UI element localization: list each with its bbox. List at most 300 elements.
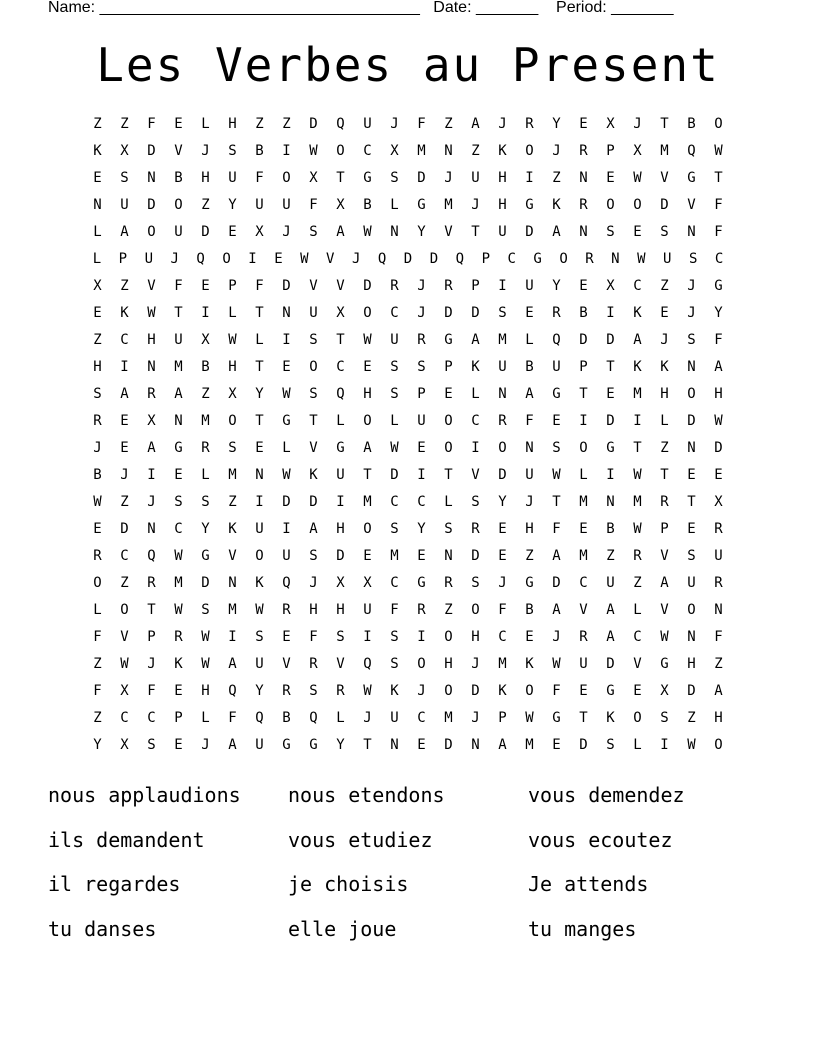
grid-letter: Z: [660, 440, 669, 456]
grid-row: [84, 462, 732, 489]
grid-letter: O: [147, 224, 156, 240]
grid-letter: R: [93, 548, 102, 564]
grid-letter: C: [363, 143, 372, 159]
header-line: [48, 0, 748, 18]
grid-letter: G: [336, 440, 345, 456]
grid-letter: G: [606, 440, 615, 456]
grid-letter: O: [222, 251, 231, 267]
grid-row: [84, 354, 732, 381]
grid-letter: H: [228, 359, 237, 375]
grid-letter: Q: [228, 683, 237, 699]
grid-letter: D: [606, 332, 615, 348]
grid-letter: D: [120, 521, 129, 537]
grid-letter: N: [147, 170, 156, 186]
period-field: Period: _______: [556, 0, 674, 16]
grid-letter: B: [201, 359, 210, 375]
grid-letter: C: [120, 710, 129, 726]
grid-letter: R: [282, 602, 291, 618]
grid-letter: F: [309, 629, 318, 645]
grid-letter: I: [282, 332, 291, 348]
grid-letter: F: [417, 116, 426, 132]
grid-letter: U: [579, 656, 588, 672]
grid-letter: U: [687, 575, 696, 591]
grid-letter: V: [633, 656, 642, 672]
grid-letter: Q: [455, 251, 465, 267]
grid-letter: T: [579, 386, 588, 402]
grid-row: [84, 111, 732, 138]
word-list-item: elle joue: [288, 916, 397, 941]
grid-letter: D: [471, 683, 480, 699]
grid-letter: X: [228, 386, 237, 402]
grid-letter: U: [498, 359, 507, 375]
grid-letter: F: [498, 602, 507, 618]
grid-letter: E: [228, 224, 237, 240]
grid-letter: A: [552, 602, 561, 618]
grid-letter: T: [444, 467, 453, 483]
grid-letter: H: [498, 170, 507, 186]
grid-letter: R: [201, 440, 210, 456]
grid-letter: E: [282, 629, 291, 645]
grid-letter: E: [174, 467, 183, 483]
grid-letter: Y: [228, 197, 237, 213]
grid-letter: E: [363, 359, 372, 375]
word-search-grid: [84, 111, 732, 759]
grid-letter: O: [363, 521, 372, 537]
grid-letter: O: [633, 710, 642, 726]
grid-letter: N: [579, 224, 588, 240]
grid-letter: D: [444, 737, 453, 753]
grid-letter: T: [255, 359, 264, 375]
grid-letter: Z: [201, 386, 210, 402]
grid-letter: F: [174, 278, 183, 294]
grid-letter: P: [606, 143, 615, 159]
grid-letter: F: [228, 710, 237, 726]
grid-letter: E: [606, 386, 615, 402]
grid-letter: Q: [687, 143, 696, 159]
grid-letter: B: [363, 197, 372, 213]
grid-letter: U: [525, 278, 534, 294]
grid-letter: P: [471, 278, 480, 294]
grid-letter: A: [147, 440, 156, 456]
grid-letter: N: [687, 629, 696, 645]
grid-letter: E: [579, 683, 588, 699]
grid-row: [84, 597, 732, 624]
grid-letter: Y: [255, 386, 264, 402]
grid-letter: J: [170, 251, 179, 267]
grid-letter: O: [417, 656, 426, 672]
grid-letter: W: [93, 494, 102, 510]
grid-letter: C: [390, 575, 399, 591]
grid-letter: S: [606, 737, 615, 753]
grid-row: [84, 651, 732, 678]
grid-letter: K: [633, 359, 642, 375]
grid-letter: X: [93, 278, 102, 294]
grid-letter: J: [363, 710, 372, 726]
grid-letter: U: [174, 224, 183, 240]
grid-letter: H: [714, 710, 723, 726]
grid-letter: V: [326, 251, 335, 267]
grid-letter: M: [660, 143, 669, 159]
grid-letter: U: [255, 656, 264, 672]
grid-letter: D: [444, 305, 453, 321]
grid-letter: Z: [552, 170, 561, 186]
grid-letter: F: [714, 197, 723, 213]
grid-row: [84, 246, 732, 273]
grid-letter: V: [687, 197, 696, 213]
grid-letter: J: [120, 467, 129, 483]
grid-letter: J: [417, 305, 426, 321]
grid-letter: J: [417, 683, 426, 699]
grid-letter: E: [525, 629, 534, 645]
grid-row: [84, 624, 732, 651]
grid-letter: V: [309, 278, 318, 294]
grid-letter: Q: [363, 656, 372, 672]
grid-letter: W: [363, 224, 372, 240]
grid-letter: S: [471, 575, 480, 591]
grid-letter: P: [579, 359, 588, 375]
grid-letter: E: [579, 521, 588, 537]
grid-letter: G: [282, 413, 291, 429]
word-list-item: Je attends: [528, 872, 649, 896]
grid-letter: Y: [417, 521, 426, 537]
grid-letter: N: [498, 386, 507, 402]
grid-letter: O: [687, 386, 696, 402]
grid-letter: I: [282, 143, 291, 159]
grid-letter: R: [174, 629, 183, 645]
grid-letter: F: [714, 629, 723, 645]
grid-letter: S: [93, 386, 102, 402]
grid-letter: O: [633, 197, 642, 213]
grid-letter: J: [282, 224, 291, 240]
grid-letter: D: [147, 143, 156, 159]
grid-letter: W: [255, 602, 264, 618]
grid-letter: U: [336, 467, 345, 483]
grid-letter: W: [390, 440, 399, 456]
grid-letter: H: [444, 656, 453, 672]
grid-letter: S: [201, 494, 210, 510]
grid-letter: T: [336, 332, 345, 348]
grid-letter: F: [147, 116, 156, 132]
grid-letter: D: [403, 251, 413, 267]
grid-letter: P: [417, 386, 426, 402]
grid-letter: D: [201, 224, 210, 240]
grid-letter: X: [606, 278, 615, 294]
grid-letter: H: [687, 656, 696, 672]
grid-letter: J: [687, 278, 696, 294]
grid-letter: J: [471, 656, 480, 672]
grid-letter: A: [336, 224, 345, 240]
grid-letter: Z: [444, 602, 453, 618]
grid-letter: U: [663, 251, 672, 267]
grid-letter: D: [282, 494, 291, 510]
grid-letter: W: [147, 305, 156, 321]
grid-letter: U: [282, 548, 291, 564]
grid-letter: E: [579, 116, 588, 132]
grid-letter: N: [255, 467, 264, 483]
grid-letter: O: [174, 197, 183, 213]
grid-letter: B: [579, 305, 588, 321]
grid-letter: T: [147, 602, 156, 618]
grid-letter: R: [579, 629, 588, 645]
grid-letter: U: [228, 170, 237, 186]
grid-letter: W: [228, 332, 237, 348]
grid-letter: Y: [714, 305, 723, 321]
grid-letter: Q: [282, 575, 291, 591]
grid-letter: G: [201, 548, 210, 564]
grid-letter: T: [363, 467, 372, 483]
grid-letter: F: [714, 332, 723, 348]
grid-letter: N: [687, 359, 696, 375]
grid-letter: M: [579, 494, 588, 510]
grid-letter: C: [120, 548, 129, 564]
grid-letter: N: [525, 440, 534, 456]
grid-letter: E: [444, 386, 453, 402]
grid-letter: A: [714, 359, 723, 375]
word-list-item: nous applaudions: [48, 783, 241, 807]
grid-letter: K: [633, 305, 642, 321]
grid-letter: X: [606, 116, 615, 132]
grid-letter: A: [606, 629, 615, 645]
grid-letter: J: [444, 170, 453, 186]
grid-letter: S: [417, 359, 426, 375]
grid-row: [84, 408, 732, 435]
grid-letter: E: [282, 359, 291, 375]
grid-letter: J: [201, 143, 210, 159]
grid-letter: A: [120, 386, 129, 402]
grid-letter: H: [525, 521, 534, 537]
grid-letter: J: [687, 305, 696, 321]
grid-letter: X: [714, 494, 723, 510]
grid-letter: C: [507, 251, 516, 267]
grid-letter: W: [201, 656, 210, 672]
grid-letter: C: [120, 332, 129, 348]
grid-letter: D: [714, 440, 723, 456]
word-list-item: tu manges: [528, 916, 637, 941]
grid-letter: E: [633, 224, 642, 240]
grid-letter: Z: [687, 710, 696, 726]
grid-letter: A: [552, 548, 561, 564]
grid-letter: E: [93, 170, 102, 186]
grid-letter: O: [444, 440, 453, 456]
grid-letter: U: [471, 170, 480, 186]
grid-letter: T: [363, 737, 372, 753]
grid-letter: M: [390, 548, 399, 564]
grid-letter: V: [471, 467, 480, 483]
grid-letter: J: [351, 251, 361, 267]
grid-letter: B: [525, 359, 534, 375]
grid-letter: O: [471, 602, 480, 618]
grid-letter: D: [606, 413, 615, 429]
grid-row: [84, 381, 732, 408]
grid-letter: J: [633, 116, 642, 132]
grid-letter: R: [444, 575, 453, 591]
grid-letter: D: [579, 332, 588, 348]
grid-letter: P: [444, 359, 453, 375]
grid-letter: A: [552, 224, 561, 240]
grid-letter: G: [660, 656, 669, 672]
grid-letter: C: [714, 251, 724, 267]
grid-letter: V: [228, 548, 237, 564]
grid-letter: X: [120, 143, 129, 159]
grid-letter: U: [714, 548, 723, 564]
grid-letter: R: [417, 332, 426, 348]
grid-letter: S: [228, 143, 237, 159]
grid-letter: P: [174, 710, 183, 726]
grid-letter: T: [255, 413, 264, 429]
grid-letter: T: [336, 170, 345, 186]
grid-letter: E: [579, 278, 588, 294]
grid-letter: Z: [471, 143, 480, 159]
grid-letter: F: [390, 602, 399, 618]
grid-letter: O: [525, 683, 534, 699]
grid-letter: Z: [255, 116, 264, 132]
grid-letter: S: [444, 521, 453, 537]
name-field: Name: ____________________________________: [48, 0, 420, 16]
grid-letter: L: [282, 440, 291, 456]
grid-letter: F: [714, 224, 723, 240]
grid-letter: V: [120, 629, 129, 645]
grid-letter: U: [363, 602, 372, 618]
grid-letter: B: [525, 602, 534, 618]
grid-letter: L: [633, 737, 642, 753]
grid-letter: F: [93, 683, 102, 699]
grid-letter: M: [444, 710, 453, 726]
grid-letter: E: [174, 737, 183, 753]
grid-letter: C: [390, 305, 399, 321]
grid-letter: D: [390, 467, 399, 483]
grid-letter: N: [282, 305, 291, 321]
grid-letter: W: [309, 143, 318, 159]
grid-letter: Q: [377, 251, 387, 267]
grid-letter: O: [363, 413, 372, 429]
grid-letter: F: [255, 278, 264, 294]
grid-letter: D: [660, 197, 669, 213]
grid-letter: U: [120, 197, 129, 213]
grid-letter: X: [147, 413, 156, 429]
grid-letter: V: [660, 170, 669, 186]
grid-letter: Z: [633, 575, 642, 591]
grid-row: [84, 732, 732, 759]
grid-letter: A: [174, 386, 183, 402]
grid-letter: M: [228, 602, 237, 618]
grid-letter: Q: [336, 116, 345, 132]
grid-letter: H: [201, 683, 210, 699]
grid-letter: I: [363, 629, 372, 645]
grid-row: [84, 489, 732, 516]
grid-row: [84, 165, 732, 192]
grid-letter: S: [309, 548, 318, 564]
grid-letter: S: [660, 710, 669, 726]
grid-letter: E: [714, 467, 723, 483]
grid-letter: I: [336, 494, 345, 510]
grid-letter: Y: [552, 116, 561, 132]
grid-letter: A: [120, 224, 129, 240]
grid-letter: Q: [552, 332, 561, 348]
word-list-item: tu danses: [48, 916, 157, 941]
grid-letter: Z: [606, 548, 615, 564]
grid-letter: R: [714, 521, 723, 537]
grid-letter: V: [336, 278, 345, 294]
grid-letter: R: [444, 278, 453, 294]
grid-letter: X: [120, 737, 129, 753]
grid-letter: T: [471, 224, 480, 240]
grid-row: [84, 516, 732, 543]
word-list-item: vous etudiez: [288, 827, 433, 852]
grid-letter: S: [687, 332, 696, 348]
grid-letter: B: [282, 710, 291, 726]
grid-letter: B: [606, 521, 615, 537]
grid-letter: N: [390, 737, 399, 753]
grid-letter: R: [93, 413, 102, 429]
grid-letter: I: [471, 440, 480, 456]
grid-letter: D: [363, 278, 372, 294]
grid-letter: W: [633, 467, 642, 483]
grid-letter: D: [498, 467, 507, 483]
grid-letter: X: [309, 170, 318, 186]
grid-letter: W: [687, 737, 696, 753]
grid-letter: K: [498, 143, 507, 159]
grid-letter: R: [147, 386, 156, 402]
grid-letter: E: [363, 548, 372, 564]
grid-letter: E: [525, 305, 534, 321]
grid-letter: V: [444, 224, 453, 240]
grid-letter: R: [585, 251, 594, 267]
grid-letter: S: [498, 305, 507, 321]
grid-letter: E: [498, 548, 507, 564]
grid-letter: G: [525, 197, 534, 213]
grid-letter: I: [147, 467, 156, 483]
grid-letter: I: [633, 413, 642, 429]
grid-letter: D: [471, 548, 480, 564]
grid-letter: E: [687, 467, 696, 483]
grid-letter: B: [174, 170, 183, 186]
grid-letter: H: [498, 197, 507, 213]
grid-letter: G: [363, 170, 372, 186]
grid-letter: P: [481, 251, 490, 267]
grid-letter: Y: [336, 737, 345, 753]
grid-letter: U: [363, 116, 372, 132]
grid-letter: Y: [255, 683, 264, 699]
grid-letter: S: [687, 548, 696, 564]
grid-letter: Z: [660, 278, 669, 294]
grid-letter: D: [552, 575, 561, 591]
grid-letter: Z: [120, 575, 129, 591]
grid-letter: Q: [196, 251, 205, 267]
word-list: [48, 780, 768, 958]
grid-letter: X: [660, 683, 669, 699]
grid-letter: U: [498, 224, 507, 240]
grid-letter: V: [660, 548, 669, 564]
grid-letter: L: [93, 224, 102, 240]
grid-letter: W: [660, 629, 669, 645]
grid-letter: N: [147, 359, 156, 375]
grid-letter: L: [228, 305, 237, 321]
grid-letter: J: [471, 710, 480, 726]
grid-letter: R: [714, 575, 723, 591]
grid-letter: P: [118, 251, 128, 267]
grid-letter: Z: [228, 494, 237, 510]
grid-row: [84, 570, 732, 597]
grid-letter: K: [471, 359, 480, 375]
grid-letter: T: [687, 494, 696, 510]
grid-letter: G: [533, 251, 542, 267]
grid-row: [84, 192, 732, 219]
grid-letter: C: [633, 629, 642, 645]
grid-row: [84, 219, 732, 246]
grid-letter: A: [228, 737, 237, 753]
grid-letter: H: [228, 116, 237, 132]
grid-letter: D: [201, 575, 210, 591]
